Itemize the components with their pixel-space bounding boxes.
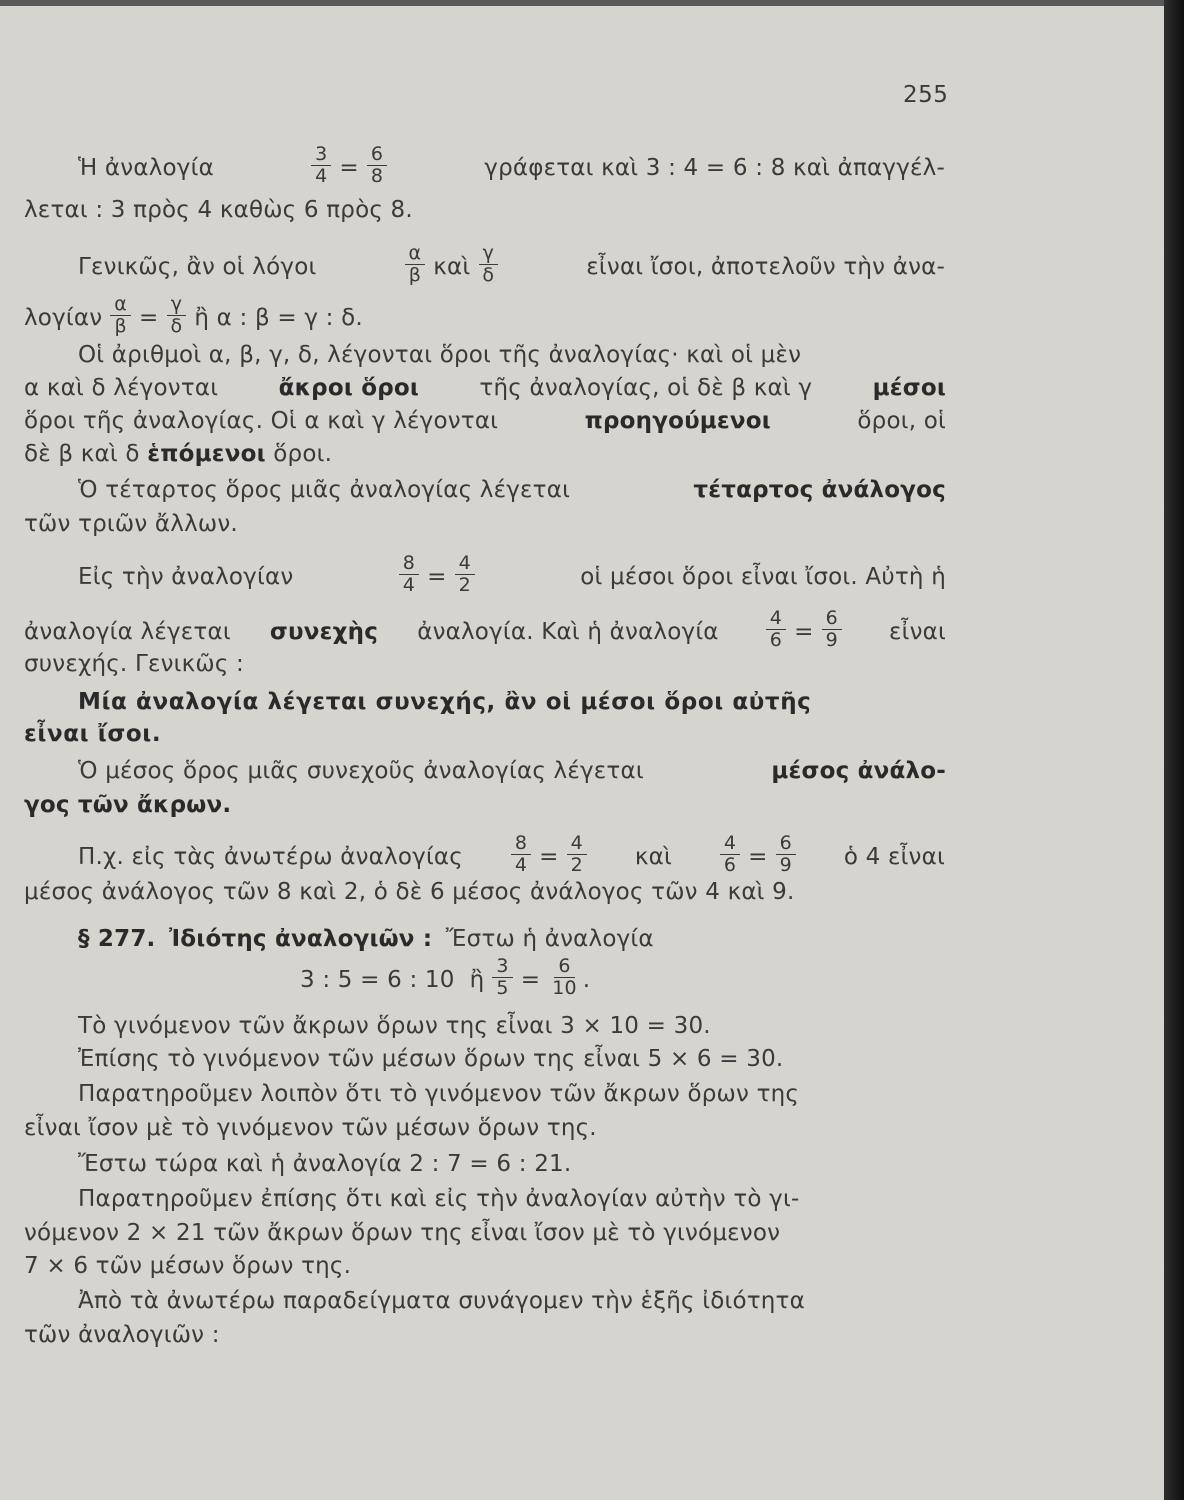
fraction-group bbox=[303, 143, 395, 189]
rule-line-1: Μία ἀναλογία λέγεται συνεχής, ἂν οἱ μέσοι ὅροι αὐτῆς bbox=[78, 689, 812, 715]
fraction-group bbox=[503, 832, 595, 878]
denominator: 2 bbox=[570, 854, 583, 876]
text: Ἔστω ἡ ἀναλογία bbox=[445, 926, 654, 952]
denominator: 4 bbox=[514, 854, 528, 876]
numerator: 6 bbox=[554, 956, 574, 978]
text: . bbox=[582, 966, 591, 993]
text: ἢ α : β = γ : δ. bbox=[194, 304, 363, 331]
paragraph-3-line-3 bbox=[24, 406, 946, 436]
numerator: 4 bbox=[720, 833, 740, 855]
fraction-group bbox=[397, 242, 507, 288]
paragraph-3-line-4 bbox=[24, 439, 332, 469]
numerator: 4 bbox=[455, 553, 475, 575]
fraction-group bbox=[712, 832, 804, 878]
section-heading bbox=[78, 924, 654, 954]
equals: = bbox=[794, 618, 814, 645]
text: εἶναι ἴσοι, ἀποτελοῦν τὴν ἀνα- bbox=[586, 253, 945, 280]
numerator: 3 bbox=[492, 956, 512, 978]
numerator: α bbox=[405, 243, 426, 265]
fraction bbox=[399, 553, 419, 596]
paragraph-11: Ἔστω τώρα καὶ ἡ ἀναλογία 2 : 7 = 6 : 21. bbox=[78, 1151, 572, 1177]
paragraph-1-line-2: λεται : 3 πρὸς 4 καθὼς 6 πρὸς 8. bbox=[24, 197, 413, 223]
text: ὁ 4 εἶναι bbox=[843, 843, 945, 870]
denominator: 5 bbox=[496, 977, 509, 999]
numerator: 3 bbox=[311, 144, 331, 166]
paragraph-4-line-1 bbox=[78, 475, 946, 505]
bold-term: μέσοι bbox=[872, 375, 946, 401]
denominator: 2 bbox=[458, 574, 471, 596]
fraction bbox=[405, 243, 426, 286]
paragraph-8: Τὸ γινόμενον τῶν ἄκρων ὅρων της εἶναι 3 × 10 = 30. bbox=[78, 1013, 711, 1039]
page-number: 255 bbox=[903, 82, 949, 108]
paragraph-7-line-2: μέσος ἀνάλογος τῶν 8 καὶ 2, ὁ δὲ 6 μέσος ἀνάλογος τῶν 4 καὶ 9. bbox=[24, 879, 795, 905]
denominator: β bbox=[408, 264, 422, 286]
text: Γενικῶς, ἂν οἱ λόγοι bbox=[78, 253, 317, 280]
equals: = bbox=[748, 843, 768, 870]
numerator: 8 bbox=[399, 553, 419, 575]
fraction bbox=[548, 956, 581, 999]
fraction bbox=[455, 553, 475, 596]
denominator: δ bbox=[482, 264, 495, 286]
text: τῆς ἀναλογίας, οἱ δὲ β καὶ γ bbox=[479, 375, 813, 401]
denominator: 4 bbox=[402, 574, 416, 596]
denominator: δ bbox=[170, 315, 183, 337]
paragraph-2-line-2 bbox=[24, 293, 363, 339]
text: Ὁ μέσος ὅρος μιᾶς συνεχοῦς ἀναλογίας λέγεται bbox=[78, 758, 644, 784]
paragraph-9: Ἐπίσης τὸ γινόμενον τῶν μέσων ὅρων της εἶναι 5 × 6 = 30. bbox=[78, 1046, 784, 1072]
fraction bbox=[367, 144, 387, 187]
numerator: 6 bbox=[822, 608, 842, 630]
paragraph-3-line-2 bbox=[24, 373, 946, 403]
text: εἶναι bbox=[888, 618, 946, 645]
equals: = bbox=[539, 843, 559, 870]
bold-term: ἄκροι ὅροι bbox=[278, 375, 420, 401]
equals: = bbox=[139, 304, 159, 331]
text: δὲ β καὶ δ bbox=[24, 441, 140, 467]
bold-term: προηγούμενοι bbox=[584, 408, 771, 434]
numerator: 4 bbox=[567, 833, 587, 855]
fraction bbox=[776, 833, 796, 876]
equals: = bbox=[339, 154, 359, 181]
fraction bbox=[110, 294, 131, 337]
denominator: 6 bbox=[769, 629, 783, 651]
fraction bbox=[720, 833, 740, 876]
numerator: γ bbox=[479, 243, 498, 265]
paragraph-4-line-2: τῶν τριῶν ἄλλων. bbox=[24, 511, 238, 537]
text: ἀναλογία. Καὶ ἡ ἀναλογία bbox=[417, 618, 719, 645]
section-formula bbox=[300, 955, 591, 1001]
fraction bbox=[766, 608, 786, 651]
scan-right-edge bbox=[1164, 0, 1184, 1500]
fraction-group bbox=[758, 607, 850, 653]
denominator: 10 bbox=[552, 977, 577, 999]
scan-top-edge bbox=[0, 0, 1184, 6]
numerator: 6 bbox=[367, 144, 387, 166]
bold-term: ἑπόμενοι bbox=[147, 441, 266, 467]
text: Εἰς τὴν ἀναλογίαν bbox=[78, 563, 294, 590]
text: Ἡ ἀναλογία bbox=[78, 154, 214, 181]
denominator: 8 bbox=[370, 165, 384, 187]
numerator: 6 bbox=[776, 833, 796, 855]
paragraph-5-line-1 bbox=[78, 552, 946, 598]
fraction-group bbox=[391, 552, 483, 598]
section-title: Ἰδιότης ἀναλογιῶν : bbox=[168, 926, 433, 952]
text: α καὶ δ λέγονται bbox=[24, 375, 219, 401]
denominator: 6 bbox=[723, 854, 737, 876]
text: καὶ bbox=[634, 843, 672, 870]
paragraph-5-line-2 bbox=[24, 607, 946, 653]
fraction bbox=[492, 956, 512, 999]
denominator: 9 bbox=[779, 854, 792, 876]
paragraph-2-line-1 bbox=[78, 242, 945, 288]
paragraph-10-line-2: εἶναι ἴσον μὲ τὸ γινόμενον τῶν μέσων ὅρων της. bbox=[24, 1115, 597, 1141]
bold-term: μέσος ἀνάλο- bbox=[771, 758, 946, 784]
text: λογίαν bbox=[24, 304, 103, 331]
text: Π.χ. εἰς τὰς ἀνωτέρω ἀναλογίας bbox=[78, 843, 463, 870]
fraction bbox=[822, 608, 842, 651]
paragraph-1-line-1 bbox=[78, 143, 945, 189]
bold-term: συνεχὴς bbox=[269, 618, 379, 645]
paragraph-6-line-1 bbox=[78, 756, 946, 786]
paragraph-12-line-1: Παρατηροῦμεν ἐπίσης ὅτι καὶ εἰς τὴν ἀναλογίαν αὐτὴν τὸ γι- bbox=[78, 1186, 800, 1212]
text: ἀναλογία λέγεται bbox=[24, 618, 231, 645]
text: ὅροι. bbox=[273, 441, 333, 467]
numerator: γ bbox=[167, 294, 186, 316]
equals: = bbox=[520, 966, 541, 993]
denominator: 4 bbox=[315, 165, 328, 187]
numerator: α bbox=[110, 294, 131, 316]
paragraph-5-line-3: συνεχής. Γενικῶς : bbox=[24, 651, 244, 677]
text: οἱ μέσοι ὅροι εἶναι ἴσοι. Αὐτὴ ἡ bbox=[580, 563, 946, 590]
section-number: § 277. bbox=[78, 926, 156, 952]
text: γράφεται καὶ 3 : 4 = 6 : 8 καὶ ἀπαγγέλ- bbox=[484, 154, 945, 181]
paragraph-7-line-1 bbox=[78, 832, 945, 878]
paragraph-12-line-2: νόμενον 2 × 21 τῶν ἄκρων ὅρων της εἶναι ἴσον μὲ τὸ γινόμενον bbox=[24, 1220, 781, 1246]
numerator: 8 bbox=[511, 833, 531, 855]
text: καὶ bbox=[433, 253, 471, 280]
paragraph-10-line-1: Παρατηροῦμεν λοιπὸν ὅτι τὸ γινόμενον τῶν ἄκρων ὅρων της bbox=[78, 1081, 800, 1107]
text: ὅροι τῆς ἀναλογίας. Οἱ α καὶ γ λέγονται bbox=[24, 408, 499, 434]
text: ὅροι, οἱ bbox=[857, 408, 946, 434]
paragraph-3-line-1: Οἱ ἀριθμοὶ α, β, γ, δ, λέγονται ὅροι τῆς ἀναλογίας· καὶ οἱ μὲν bbox=[78, 342, 802, 368]
denominator: β bbox=[114, 315, 127, 337]
fraction bbox=[511, 833, 531, 876]
numerator: 4 bbox=[766, 608, 786, 630]
text: 3 : 5 = 6 : 10 ἢ bbox=[300, 966, 485, 993]
paragraph-13-line-2: τῶν ἀναλογιῶν : bbox=[24, 1322, 220, 1348]
fraction bbox=[167, 294, 187, 337]
denominator: 9 bbox=[825, 629, 838, 651]
paragraph-13-line-1: Ἀπὸ τὰ ἀνωτέρω παραδείγματα συνάγομεν τὴν ἑξῆς ἰδιότητα bbox=[78, 1288, 805, 1314]
fraction bbox=[567, 833, 587, 876]
fraction bbox=[478, 243, 498, 286]
bold-term: τέταρτος ἀνάλογος bbox=[693, 477, 946, 503]
paragraph-6-line-2: γος τῶν ἄκρων. bbox=[24, 792, 232, 818]
paragraph-12-line-3: 7 × 6 τῶν μέσων ὅρων της. bbox=[24, 1253, 352, 1279]
equals: = bbox=[427, 563, 447, 590]
text: Ὁ τέταρτος ὅρος μιᾶς ἀναλογίας λέγεται bbox=[78, 477, 571, 503]
fraction bbox=[311, 144, 331, 187]
rule-line-2: εἶναι ἴσοι. bbox=[24, 721, 162, 747]
